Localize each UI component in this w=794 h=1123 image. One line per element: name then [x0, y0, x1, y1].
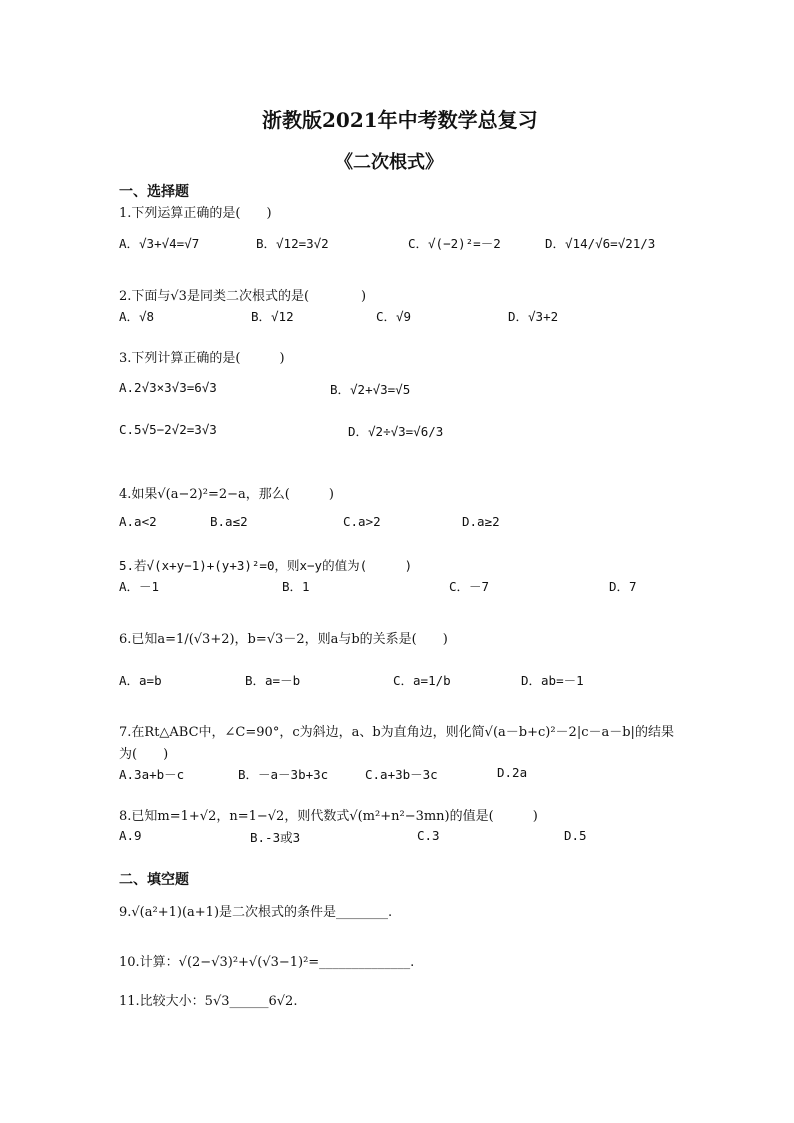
question-6-stem: 6.已知a=1/(√3+2)，b=√3－2，则a与b的关系是( ) [119, 632, 448, 647]
question-7-option-a: A.3a+b－c [119, 767, 185, 782]
page-title: 浙教版2021年中考数学总复习 [262, 108, 538, 132]
question-2-stem: 2.下面与√3是同类二次根式的是( ) [119, 289, 367, 304]
question-6-option-b: B．a=－b [245, 673, 301, 688]
question-8-option-a: A.9 [119, 828, 142, 843]
question-1-option-d: D．√14/√6=√21/3 [545, 236, 656, 251]
question-7-option-d: D.2a [497, 765, 528, 780]
question-1-option-b: B．√12=3√2 [256, 236, 329, 251]
question-5-option-a: A．－1 [119, 579, 160, 594]
question-8-stem: 8.已知m=1+√2，n=1−√2，则代数式√(m²+n²−3mn)的值是( ) [119, 809, 538, 824]
question-2-option-d: D．√3+2 [508, 309, 559, 324]
question-6-option-a: A．a=b [119, 673, 162, 688]
question-7-stem: 7.在Rt△ABC中，∠C=90°，c为斜边，a、b为直角边，则化简√(a－b+c)²－2|c－a－b|的结果 [119, 725, 674, 740]
question-2-option-a: A．√8 [119, 309, 155, 324]
question-6-option-d: D．ab=－1 [521, 673, 584, 688]
question-8-option-d: D.5 [564, 828, 587, 843]
question-4-stem: 4.如果√(a−2)²=2−a，那么( ) [119, 487, 334, 502]
question-10-stem: 10.计算：√(2−√3)²+√(√3−1)²=______________. [119, 955, 415, 970]
question-2-option-c: C．√9 [376, 309, 412, 324]
question-8-option-b: B.-3或3 [250, 830, 301, 845]
question-6-option-c: C．a=1/b [393, 673, 451, 688]
section-fill-heading: 二、填空题 [119, 872, 189, 888]
question-5-stem: 5.若√(x+y−1)+(y+3)²=0，则x−y的值为( ) [119, 558, 413, 573]
question-3-option-c: C.5√5−2√2=3√3 [119, 422, 217, 437]
question-5-option-d: D．7 [609, 579, 637, 594]
section-choice-heading: 一、选择题 [119, 184, 189, 200]
question-4-option-c: C.a>2 [343, 514, 381, 529]
question-3-option-b: B．√2+√3=√5 [330, 382, 411, 397]
question-1-option-c: C．√(−2)²=－2 [408, 236, 501, 251]
question-4-option-d: D.a≥2 [462, 514, 500, 529]
question-8-option-c: C.3 [417, 828, 440, 843]
question-7-option-b: B．－a－3b+3c [238, 767, 329, 782]
question-3-option-a: A.2√3×3√3=6√3 [119, 380, 217, 395]
question-11-stem: 11.比较大小：5√3______6√2. [119, 994, 298, 1009]
question-5-option-c: C．－7 [449, 579, 490, 594]
question-4-option-a: A.a<2 [119, 514, 157, 529]
page-subtitle: 《二次根式》 [335, 152, 443, 173]
question-3-option-d: D．√2÷√3=√6/3 [348, 424, 444, 439]
question-7-stem-continued: 为( ) [119, 747, 169, 762]
question-1-option-a: A．√3+√4=√7 [119, 236, 200, 251]
question-3-stem: 3.下列计算正确的是( ) [119, 351, 285, 366]
question-4-option-b: B.a≤2 [210, 514, 248, 529]
question-2-option-b: B．√12 [251, 309, 294, 324]
question-9-stem: 9.√(a²+1)(a+1)是二次根式的条件是________. [119, 905, 393, 920]
question-1-stem: 1.下列运算正确的是( ) [119, 206, 272, 221]
question-7-option-c: C.a+3b－3c [365, 767, 438, 782]
question-5-option-b: B．1 [282, 579, 310, 594]
